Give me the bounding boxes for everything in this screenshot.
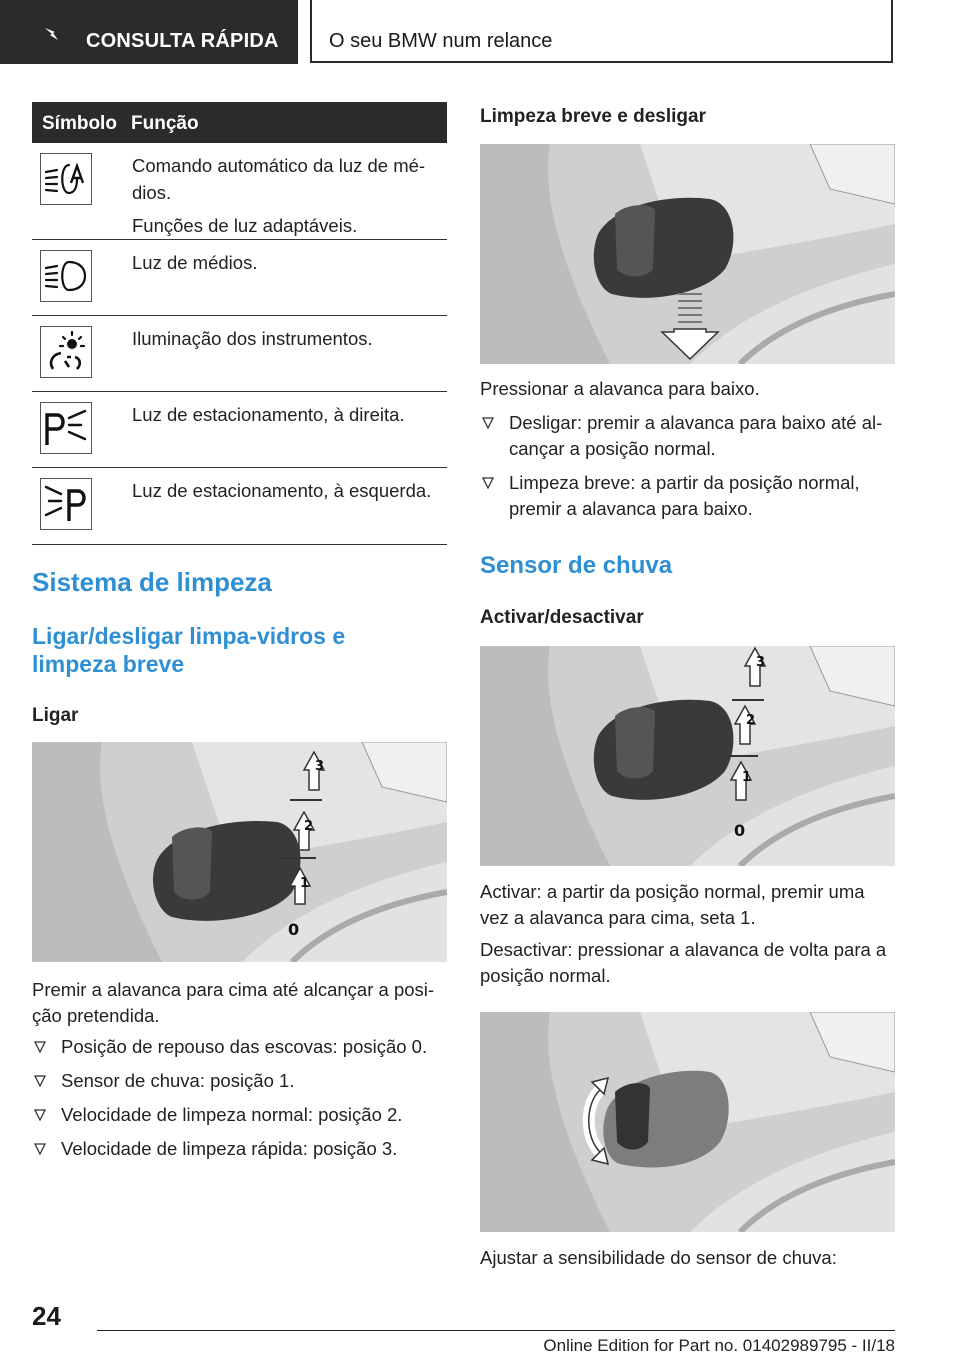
row-text	[132, 249, 447, 276]
list-item: Posição de repouso das escovas: posição 0.	[32, 1034, 447, 1060]
table-row	[32, 392, 447, 468]
positions-list	[32, 1034, 447, 1170]
table-header	[32, 102, 447, 143]
figure-label: 2	[304, 819, 314, 834]
list-item: Sensor de chuva: posição 1.	[32, 1068, 447, 1094]
wiper-lever-figure-down	[480, 144, 895, 364]
low-beam-icon	[40, 250, 92, 302]
figure-label: 3	[756, 655, 766, 670]
header-function: Função	[131, 113, 199, 134]
row-text	[132, 401, 447, 428]
section-title-cleaning: Sistema de limpeza	[32, 567, 272, 597]
parking-light-left-icon	[40, 478, 92, 530]
triangle-bullet-icon	[34, 1143, 46, 1155]
heading-ligar: Ligar	[32, 705, 79, 726]
para-desactivar: Desactivar: pressionar a alavanca de volta para a posição normal.	[480, 939, 887, 986]
breve-list	[480, 410, 895, 530]
row-text	[132, 477, 447, 504]
bolt-icon	[44, 27, 62, 41]
triangle-bullet-icon	[34, 1109, 46, 1121]
page-header	[0, 0, 960, 66]
list-item: Velocidade de limpeza normal: posição 2.	[32, 1102, 447, 1128]
list-item: Desligar: premir a alavanca para baixo até alcançar a posição normal.	[480, 410, 895, 462]
heading-limpeza-breve: Limpeza breve e desligar	[480, 106, 706, 127]
triangle-bullet-icon	[482, 417, 494, 429]
sensitivity-wheel-figure	[480, 1012, 895, 1232]
wiper-lever-figure-on	[32, 742, 447, 962]
footer-edition: Online Edition for Part no. 01402989795 - II/18	[543, 1336, 895, 1355]
auto-low-beam-icon	[40, 153, 92, 205]
section-title-rain-sensor: Sensor de chuva	[480, 552, 673, 579]
symbol-table	[32, 102, 447, 545]
chapter-title: O seu BMW num relance	[329, 30, 553, 52]
row-line: Luz de médios.	[132, 252, 258, 273]
table-row	[32, 240, 447, 316]
row-line: Funções de luz adaptáveis.	[132, 215, 358, 236]
list-item: Velocidade de limpeza rápida: posição 3.	[32, 1136, 447, 1162]
heading-activar: Activar/desactivar	[480, 607, 644, 628]
para-ligar: Premir a alavanca para cima até alcançar a posição pretendida.	[32, 979, 435, 1026]
table-row	[32, 316, 447, 392]
table-row	[32, 468, 447, 545]
row-text	[132, 325, 447, 352]
figure-label: 1	[300, 876, 310, 891]
figure-label: 0	[288, 920, 300, 939]
para-limpeza-breve: Pressionar a alavanca para baixo.	[480, 378, 760, 399]
triangle-bullet-icon	[34, 1041, 46, 1053]
triangle-bullet-icon	[34, 1075, 46, 1087]
footer-divider	[97, 1330, 895, 1331]
rain-sensor-figure	[480, 646, 895, 866]
section-tab[interactable]	[0, 0, 298, 64]
list-item: Limpeza breve: a partir da posição normal, premir a alavanca para baixo.	[480, 470, 895, 522]
triangle-bullet-icon	[482, 477, 494, 489]
row-line: Luz de estacionamento, à direita.	[132, 404, 405, 425]
row-line: Iluminação dos instrumentos.	[132, 328, 373, 349]
para-ajustar: Ajustar a sensibilidade do sensor de chuva:	[480, 1247, 837, 1268]
section-tab-label: CONSULTA RÁPIDA	[86, 30, 279, 52]
row-line: Luz de estacionamento, à esquerda.	[132, 480, 432, 501]
header-symbol: Símbolo	[42, 113, 117, 134]
figure-label: 1	[742, 770, 752, 785]
parking-light-right-icon	[40, 402, 92, 454]
page-number: 24	[32, 1301, 61, 1331]
table-row	[32, 143, 447, 240]
figure-label: 0	[734, 821, 746, 840]
subsection-title-wipers: Ligar/desligar limpa-vidros e limpeza breve	[32, 623, 346, 677]
instrument-lighting-icon	[40, 326, 92, 378]
figure-label: 3	[315, 759, 325, 774]
row-text	[132, 152, 447, 239]
figure-label: 2	[746, 713, 756, 728]
row-line: Comando automático da luz de médios.	[132, 155, 426, 203]
para-activar: Activar: a partir da posição normal, premir uma vez a alavanca para cima, seta 1.	[480, 881, 865, 928]
chapter-box	[310, 0, 893, 63]
